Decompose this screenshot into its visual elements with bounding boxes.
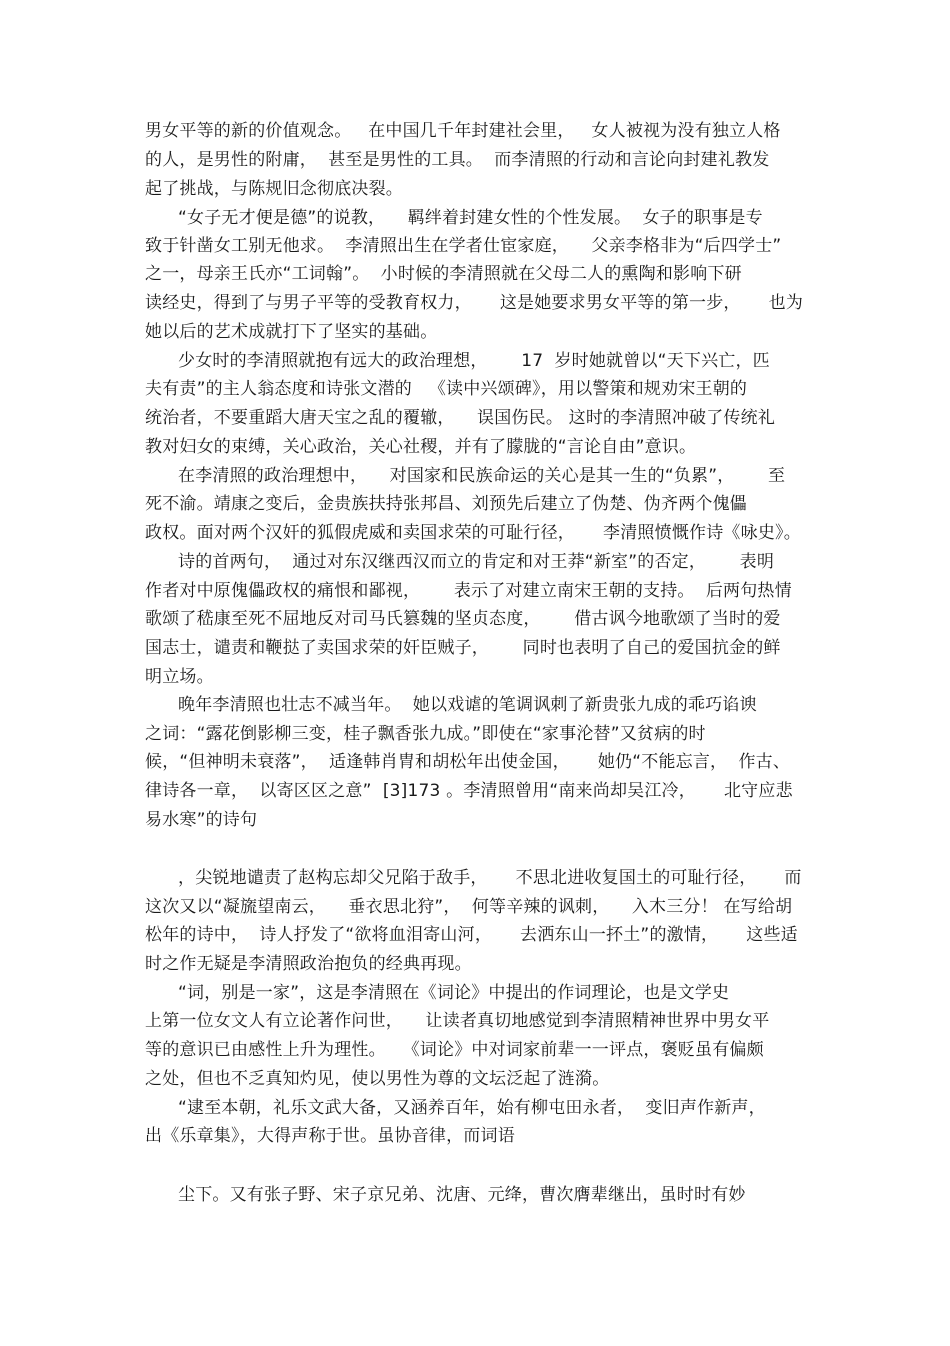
text-line: 松年的诗中， 诗人抒发了“欲将血泪寄山河， 去洒东山一抔土”的激情， 这些适 (145, 925, 798, 945)
text-line: 易水寒”的诗句 (145, 810, 258, 830)
text-line: 的人，是男性的附庸， 甚至是男性的工具。 而李清照的行动和言论向封建礼教发 (145, 150, 770, 170)
text-line: 这次又以“凝旒望南云， 垂衣思北狩”， 何等辛辣的讽刺， 入木三分！ 在写给胡 (145, 897, 793, 917)
text-line: 等的意识已由感性上升为理性。 《词论》中对词家前辈一一评点，褒贬虽有偏颇 (145, 1040, 764, 1060)
text-line: 时之作无疑是李清照政治抱负的经典再现。 (145, 954, 472, 974)
text-line: ，尖锐地谴责了赵构忘却父兄陷于敌手， 不思北进收复国土的可耻行径， 而 (178, 868, 802, 888)
text-line: 在李清照的政治理想中， 对国家和民族命运的关心是其一生的“负累”， 至 (178, 466, 786, 486)
text-line: “逮至本朝，礼乐文武大备，又涵养百年，始有柳屯田永者， 变旧声作新声， (178, 1098, 766, 1118)
text-line: 国志士，谴责和鞭挞了卖国求荣的奸臣贼子， 同时也表明了自己的爱国抗金的鲜 (145, 638, 781, 658)
text-line: 晚年李清照也壮志不减当年。 她以戏谑的笔调讽刺了新贵张九成的乖巧谄谀 (178, 695, 757, 715)
text-line: 明立场。 (145, 667, 214, 687)
text-line: “女子无才便是德”的说教， 羁绊着封建女性的个性发展。 女子的职事是专 (178, 208, 763, 228)
text-line: 读经史，得到了与男子平等的受教育权力， 这是她要求男女平等的第一步， 也为 (145, 293, 804, 313)
text-line: 律诗各一章， 以寄区区之意” [3]173 。李清照曾用“南来尚却吴江冷， 北守应悲 (145, 781, 793, 801)
text-line: 出《乐章集》，大得声称于世。虽协音律，而词语 (145, 1126, 515, 1146)
text-line: 少女时的李清照就抱有远大的政治理想， 17 岁时她就曾以“天下兴亡，匹 (178, 351, 770, 371)
text-line: 候，“但神明未衰落”， 适逢韩肖胄和胡松年出使金国， 她仍“不能忘言， 作古、 (145, 752, 791, 772)
text-line: 男女平等的新的价值观念。 在中国几千年封建社会里， 女人被视为没有独立人格 (145, 121, 781, 141)
text-line: 之一，母亲王氏亦“工词翰”。 小时候的李清照就在父母二人的熏陶和影响下研 (145, 264, 742, 284)
text-line: 诗的首两句， 通过对东汉继西汉而立的肯定和对王莽“新室”的否定， 表明 (178, 552, 775, 572)
text-line: 她以后的艺术成就打下了坚实的基础。 (145, 322, 438, 342)
text-line: 之词：“露花倒影柳三变，桂子飘香张九成。”即使在“家事沦替”又贫病的时 (145, 724, 706, 744)
text-line: 作者对中原傀儡政权的痛恨和鄙视， 表示了对建立南宋王朝的支持。 后两句热情 (145, 581, 792, 601)
text-line: “词，别是一家”，这是李清照在《词论》中提出的作词理论，也是文学史 (178, 983, 730, 1003)
text-line: 死不渝。靖康之变后，金贵族扶持张邦昌、刘预先后建立了伪楚、伪齐两个傀儡 (145, 494, 747, 514)
text-line: 夫有责”的主人翁态度和诗张文潜的 《读中兴颂碑》，用以警策和规劝宋王朝的 (145, 379, 748, 399)
text-line: 起了挑战，与陈规旧念彻底决裂。 (145, 179, 403, 199)
text-line: 歌颂了嵇康至死不屈地反对司马氏篡魏的坚贞态度， 借古讽今地歌颂了当时的爱 (145, 609, 781, 629)
text-line: 尘下。又有张子野、宋子京兄弟、沈唐、元绛，曹次膺辈继出，虽时时有妙 (178, 1185, 746, 1205)
text-line: 之处，但也不乏真知灼见，使以男性为尊的文坛泛起了涟漪。 (145, 1069, 610, 1089)
text-line: 教对妇女的束缚，关心政治，关心社稷，并有了朦胧的“言论自由”意识。 (145, 437, 697, 457)
text-line: 政权。面对两个汉奸的狐假虎威和卖国求荣的可耻行径， 李清照愤慨作诗《咏史》。 (145, 523, 801, 543)
text-line: 统治者，不要重蹈大唐天宝之乱的覆辙， 误国伤民。 这时的李清照冲破了传统礼 (145, 408, 776, 428)
text-line: 上第一位女文人有立论著作问世， 让读者真切地感觉到李清照精神世界中男女平 (145, 1011, 770, 1031)
text-line: 致于针凿女工别无他求。 李清照出生在学者仕宦家庭， 父亲李格非为“后四学士” (145, 236, 782, 256)
